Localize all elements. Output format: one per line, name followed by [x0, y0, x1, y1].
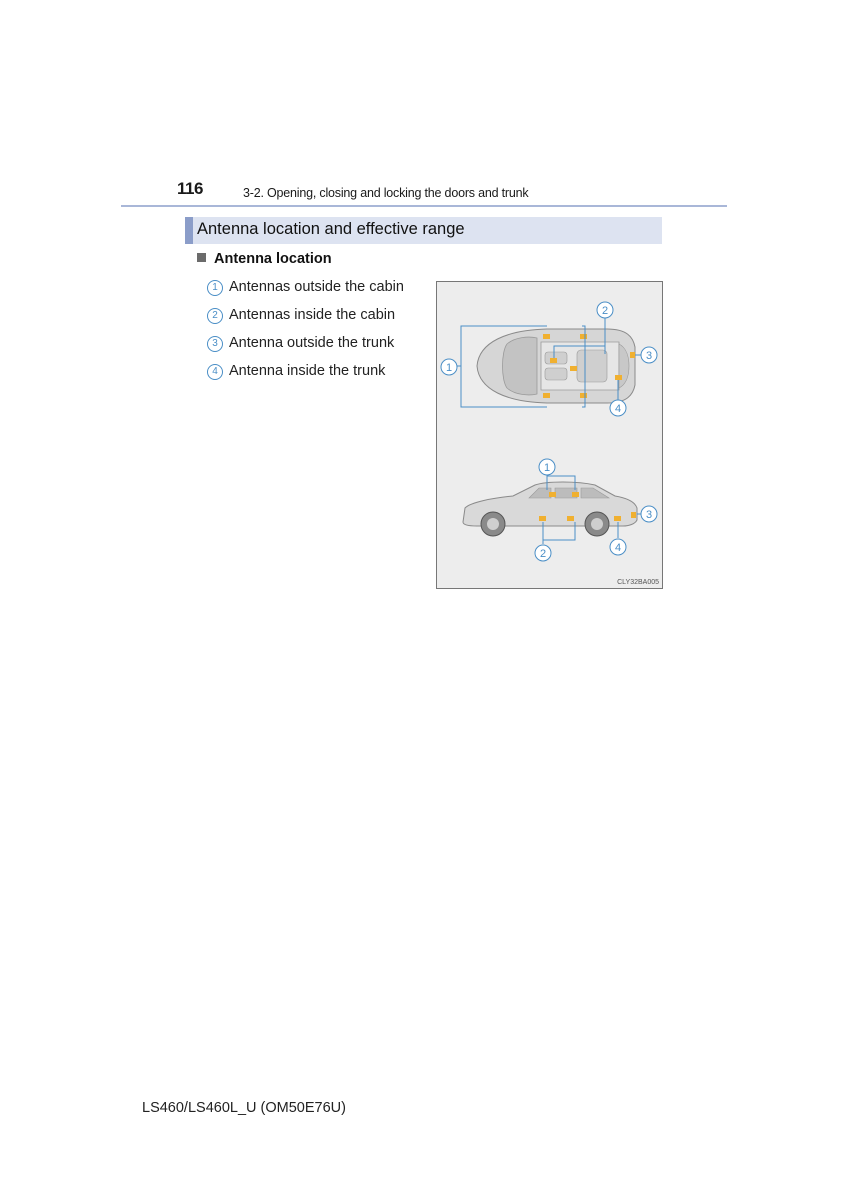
- callout-1-side: 1: [543, 462, 551, 474]
- number-3-icon: 3: [207, 336, 223, 352]
- footer-model-code: LS460/LS460L_U (OM50E76U): [142, 1100, 346, 1116]
- sub-heading-text: Antenna location: [214, 251, 332, 267]
- callout-2-top: 2: [601, 305, 609, 317]
- car-side-view: [463, 482, 637, 536]
- callout-4-side: 4: [614, 542, 622, 554]
- number-2-icon: 2: [207, 308, 223, 324]
- section-banner: [185, 217, 662, 244]
- legend-item-4: [207, 363, 385, 383]
- callout-3-side: 3: [645, 509, 653, 521]
- sub-heading: [197, 251, 332, 267]
- car-top-view: [477, 329, 635, 403]
- car-diagram-svg: [437, 282, 664, 590]
- figure-code: CLY32BA005: [617, 579, 659, 586]
- page-number: 116: [177, 179, 203, 198]
- callout-4-top: 4: [614, 403, 622, 415]
- legend-item-3: [207, 335, 394, 355]
- square-bullet-icon: [197, 253, 206, 262]
- number-1-icon: 1: [207, 280, 223, 296]
- legend-label: Antenna outside the trunk: [229, 335, 395, 351]
- legend-label: Antennas inside the cabin: [229, 307, 396, 323]
- chapter-title: 3-2. Opening, closing and locking the doors and trunk: [243, 186, 529, 200]
- antenna-location-figure: [436, 281, 663, 589]
- section-title: Antenna location and effective range: [197, 220, 465, 238]
- legend-item-2: [207, 307, 395, 327]
- header-divider: [121, 205, 727, 207]
- legend-label: Antennas outside the cabin: [229, 279, 404, 295]
- legend-label: Antenna inside the trunk: [229, 363, 386, 379]
- callout-3-top: 3: [645, 350, 653, 362]
- number-4-icon: 4: [207, 364, 223, 380]
- callout-1-top: 1: [445, 362, 453, 374]
- legend-item-1: [207, 279, 404, 299]
- callout-2-side: 2: [539, 548, 547, 560]
